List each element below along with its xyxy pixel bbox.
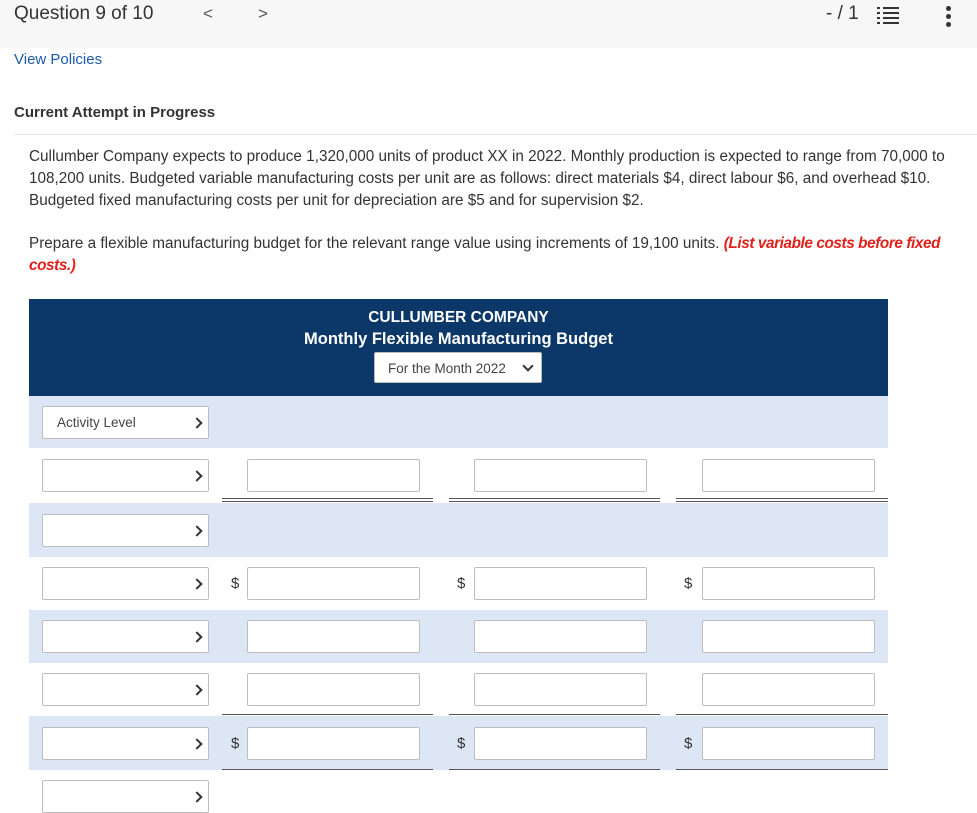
chevron-right-icon [191,417,202,428]
instruction-note: (List variable costs before fixed costs.) [29,235,941,274]
double-underline [222,498,433,499]
amount-input[interactable] [247,673,420,706]
double-underline [449,501,660,502]
cost-label-select[interactable] [42,567,209,600]
cost-label-select[interactable] [42,620,209,653]
amount-input[interactable] [702,727,875,760]
amount-input[interactable] [247,459,420,492]
subtotal-underline [676,714,888,715]
amount-input[interactable] [474,673,647,706]
amount-input[interactable] [247,727,420,760]
amount-input[interactable] [702,620,875,653]
dollar-sign: $ [457,735,466,752]
double-underline [676,501,888,502]
view-policies-link[interactable]: View Policies [14,51,103,68]
chevron-right-icon [191,684,202,695]
total-underline [449,769,660,770]
more-options-icon[interactable] [946,6,952,28]
chevron-right-icon [191,525,202,536]
chevron-right-icon [191,578,202,589]
double-underline [676,498,888,499]
subtotal-underline [449,714,660,715]
score-display: - / 1 [826,3,859,24]
amount-input[interactable] [474,620,647,653]
budget-title: Monthly Flexible Manufacturing Budget [304,330,613,348]
section-label-select[interactable] [42,514,209,547]
attempt-status: Current Attempt in Progress [14,104,216,121]
amount-input[interactable] [474,567,647,600]
divider [14,134,977,135]
double-underline [449,498,660,499]
amount-input[interactable] [247,567,420,600]
double-underline [222,501,433,502]
chevron-right-icon [191,470,202,481]
instruction-text: Prepare a flexible manufacturing budget for the relevant range value using increments of 19,100 units. [29,235,724,252]
dollar-sign: $ [457,575,466,592]
chevron-right-icon [191,791,202,802]
cost-label-select[interactable] [42,780,209,813]
amount-input[interactable] [702,673,875,706]
total-underline [222,769,433,770]
amount-input[interactable] [702,459,875,492]
amount-input[interactable] [474,459,647,492]
row-label-select[interactable] [42,459,209,492]
chevron-right-icon [191,738,202,749]
activity-level-select[interactable] [42,406,209,439]
problem-text: Cullumber Company expects to produce 1,320,000 units of product XX in 2022. Monthly production is expected to range from 70,000 to 108,200 units. Budgeted variable manufacturing costs per unit are as follows: direct materials $4, direct labour $6, and overhead $10. Budgeted fixed manufacturing costs per unit for depreciation are $5 and for supervision $2. [29,148,945,209]
activity-level-label: Activity Level [57,415,136,430]
dollar-sign: $ [231,575,240,592]
subtotal-underline [222,714,433,715]
prev-question-button[interactable]: < [203,4,213,23]
dollar-sign: $ [684,735,693,752]
total-label-select[interactable] [42,727,209,760]
period-select-value: For the Month 2022 [388,361,506,376]
cost-label-select[interactable] [42,673,209,706]
chevron-right-icon [191,631,202,642]
company-name: CULLUMBER COMPANY [368,309,549,326]
question-list-icon[interactable] [877,6,899,26]
amount-input[interactable] [702,567,875,600]
question-counter: Question 9 of 10 [14,3,154,24]
top-bar [0,0,977,48]
budget-header [29,299,888,396]
amount-input[interactable] [247,620,420,653]
total-underline [676,769,888,770]
next-question-button[interactable]: > [258,4,268,23]
instructions [29,233,964,277]
amount-input[interactable] [474,727,647,760]
dollar-sign: $ [684,575,693,592]
dollar-sign: $ [231,735,240,752]
chevron-down-icon [522,360,533,371]
period-select[interactable] [374,352,542,383]
